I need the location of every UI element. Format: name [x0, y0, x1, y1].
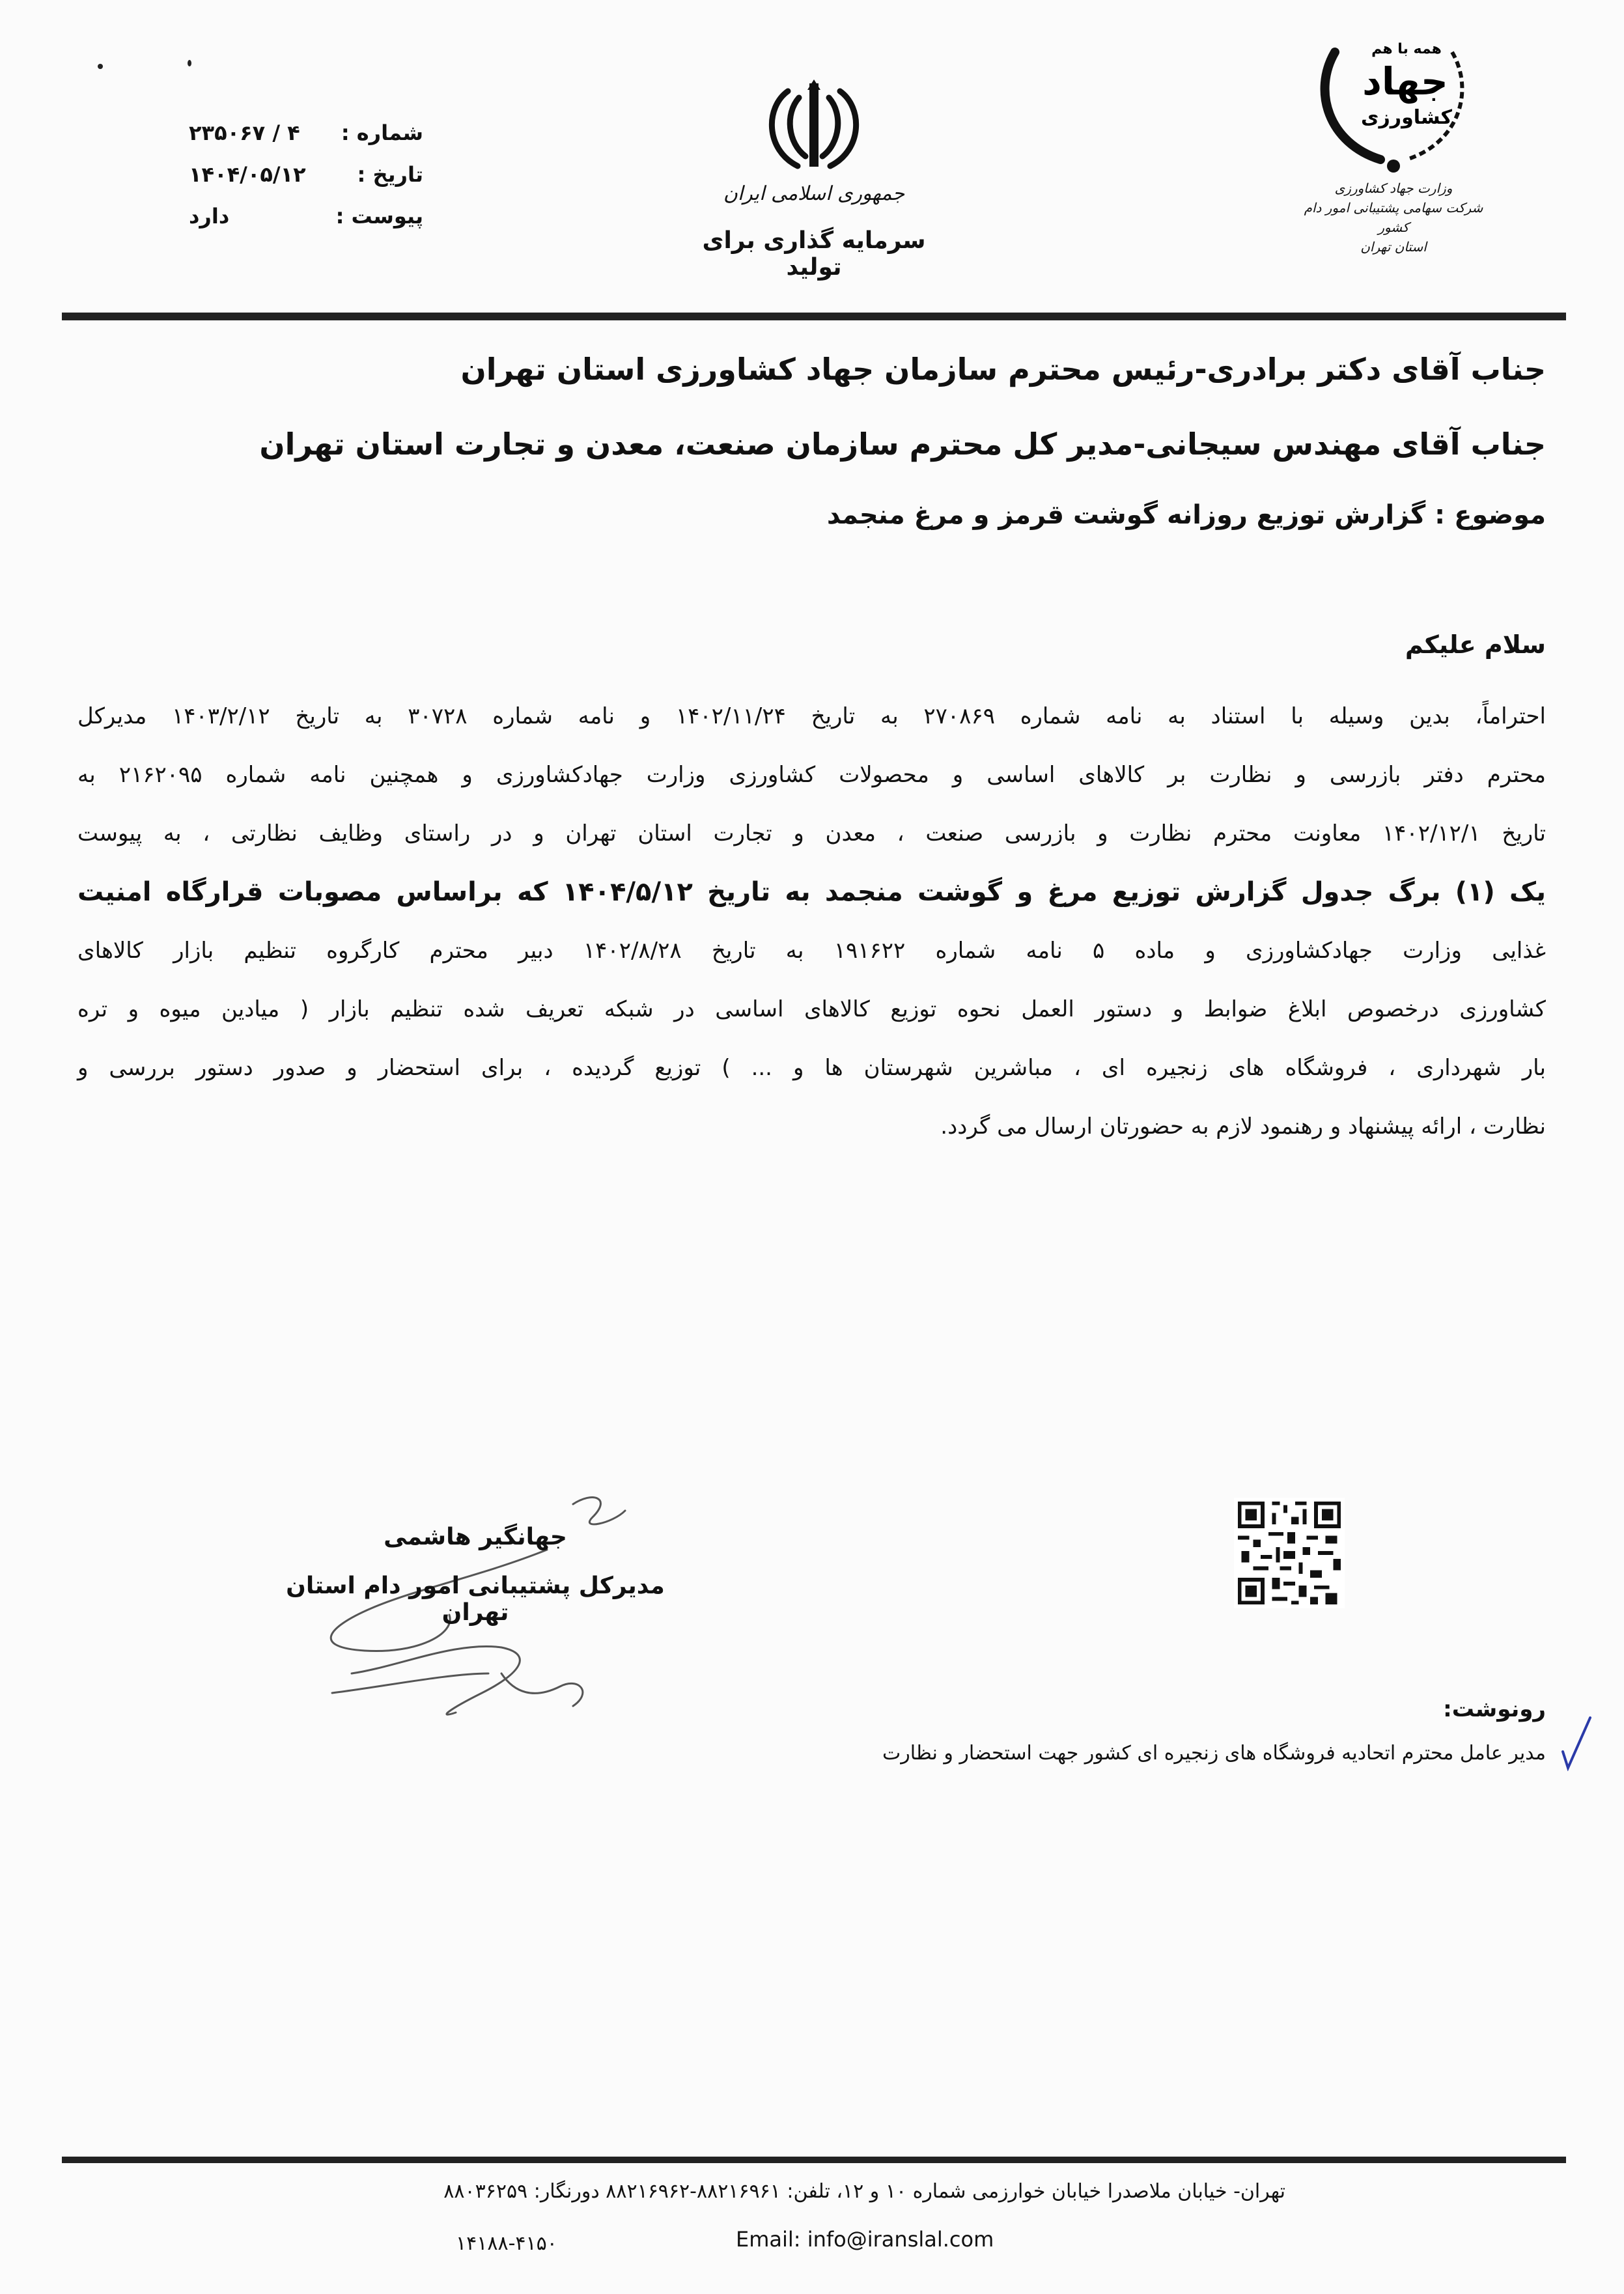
cc-title: رونوشت:: [1443, 1696, 1546, 1722]
logo-ministry: وزارت جهاد کشاورزی: [1334, 180, 1453, 196]
date-label: تاریخ :: [357, 162, 423, 187]
number-row: [189, 120, 423, 145]
attachment-label: پیوست :: [335, 204, 423, 229]
national-emblem-block: [690, 78, 938, 281]
body-line: محترم دفتر بازرسی و نظارت بر کالاهای اساسی و محصولات کشاورزی وزارت جهادکشاورزی و همچنین نامه شماره ۲۱۶۲۰۹۵ به: [77, 762, 1547, 788]
body-line: تاریخ ۱۴۰۲/۱۲/۱ معاونت محترم نظارت و بازرسی صنعت ، معدن و تجارت استان تهران و در راستای وظایف نظارتی ، به پیوست: [77, 820, 1546, 846]
number-value: ۴ / ۲۳۵۰۶۷: [189, 120, 300, 145]
addressee-2: جناب آقای مهندس سیجانی-مدیر کل محترم سازمان صنعت، معدن و تجارت استان تهران: [259, 427, 1546, 462]
date-row: [189, 162, 423, 187]
logo-province: استان تهران: [1360, 239, 1427, 255]
letter-meta: [189, 120, 423, 245]
body-line: نظارت ، ارائه پیشنهاد و رهنمود لازم به حضورتان ارسال می گردد.: [940, 1113, 1546, 1140]
attachment-value: دارد: [189, 204, 230, 229]
scan-speck: [188, 60, 191, 66]
signer-name: جهانگیر هاشمی: [384, 1524, 567, 1550]
footer-rule: [62, 2157, 1566, 2163]
logo-company: شرکت سهامی پشتیبانی امور دام کشور: [1304, 200, 1483, 235]
signer-block: [267, 1524, 684, 1626]
addressee-1: جناب آقای دکتر برادری-رئیس محترم سازمان جهاد کشاورزی استان تهران: [460, 352, 1546, 387]
number-label: شماره :: [341, 120, 423, 145]
ministry-logo-block: [1296, 26, 1491, 257]
scan-speck: [98, 64, 103, 69]
date-value: ۱۴۰۴/۰۵/۱۲: [189, 162, 306, 187]
subject-line: موضوع : گزارش توزیع روزانه گوشت قرمز و مرغ منجمد: [826, 500, 1546, 530]
body-line: بار شهرداری ، فروشگاه های زنجیره ای ، مباشرین شهرستان ها و ... ) توزیع گردیده ، برای استحضار و صدور دستور بررسی و: [77, 1055, 1546, 1081]
checkmark-icon: [1556, 1713, 1595, 1771]
gov-name: جمهوری اسلامی ایران: [723, 182, 905, 205]
logo-line1: همه با هم: [1371, 41, 1442, 57]
year-slogan: سرمایه گذاری برای تولید: [702, 227, 926, 281]
body-line: احتراماً، بدین وسیله با استناد به نامه شماره ۲۷۰۸۶۹ به تاریخ ۱۴۰۲/۱۱/۲۴ و نامه شماره ۳۰۷۲۸ به تاریخ ۱۴۰۳/۲/۱۲ مدیرکل: [77, 703, 1547, 729]
footer-email: Email: info@iranslal.com: [736, 2227, 994, 2252]
body-line: غذایی وزارت جهادکشاورزی و ماده ۵ نامه شماره ۱۹۱۶۲۲ به تاریخ ۱۴۰۲/۸/۲۸ دبیر محترم کارگروه تنظیم بازار کالاهای: [77, 938, 1546, 964]
iran-emblem-icon: [759, 78, 869, 176]
logo-line3: کشاورزی: [1361, 106, 1452, 129]
body-line: یک (۱) برگ جدول گزارش توزیع مرغ و گوشت منجمد به تاریخ ۱۴۰۴/۵/۱۲ که براساس مصوبات قرارگاه امنیت: [77, 877, 1547, 907]
header-rule: [62, 313, 1566, 320]
attachment-row: [189, 204, 423, 229]
cc-recipient: مدیر عامل محترم اتحادیه فروشگاه های زنجیره ای کشور جهت استحضار و نظارت: [882, 1742, 1546, 1765]
footer-address: تهران- خیابان ملاصدرا خیابان خوارزمی شماره ۱۰ و ۱۲، تلفن: ۸۸۲۱۶۹۶۱-۸۸۲۱۶۹۶۲ دورنگار: ۸۸۰۳۶۲۵۹: [443, 2180, 1285, 2203]
letter-body: [77, 687, 1546, 1156]
body-line: کشاورزی درخصوص ابلاغ ضوابط و دستور العمل نحوه توزیع کالاهای اساسی در شبکه تعریف شده تنظیم بازار ( میادین میوه و تره: [77, 996, 1546, 1022]
signer-role: مدیرکل پشتیبانی امور دام استان تهران: [286, 1573, 665, 1626]
qr-code-icon: [1234, 1498, 1345, 1608]
footer-postal: ۱۴۱۸۸-۴۱۵۰: [456, 2232, 557, 2255]
logo-line2: جهاد: [1362, 59, 1448, 104]
jahad-keshavarzi-logo-icon: [1309, 26, 1478, 176]
greeting: سلام علیکم: [1405, 630, 1546, 659]
